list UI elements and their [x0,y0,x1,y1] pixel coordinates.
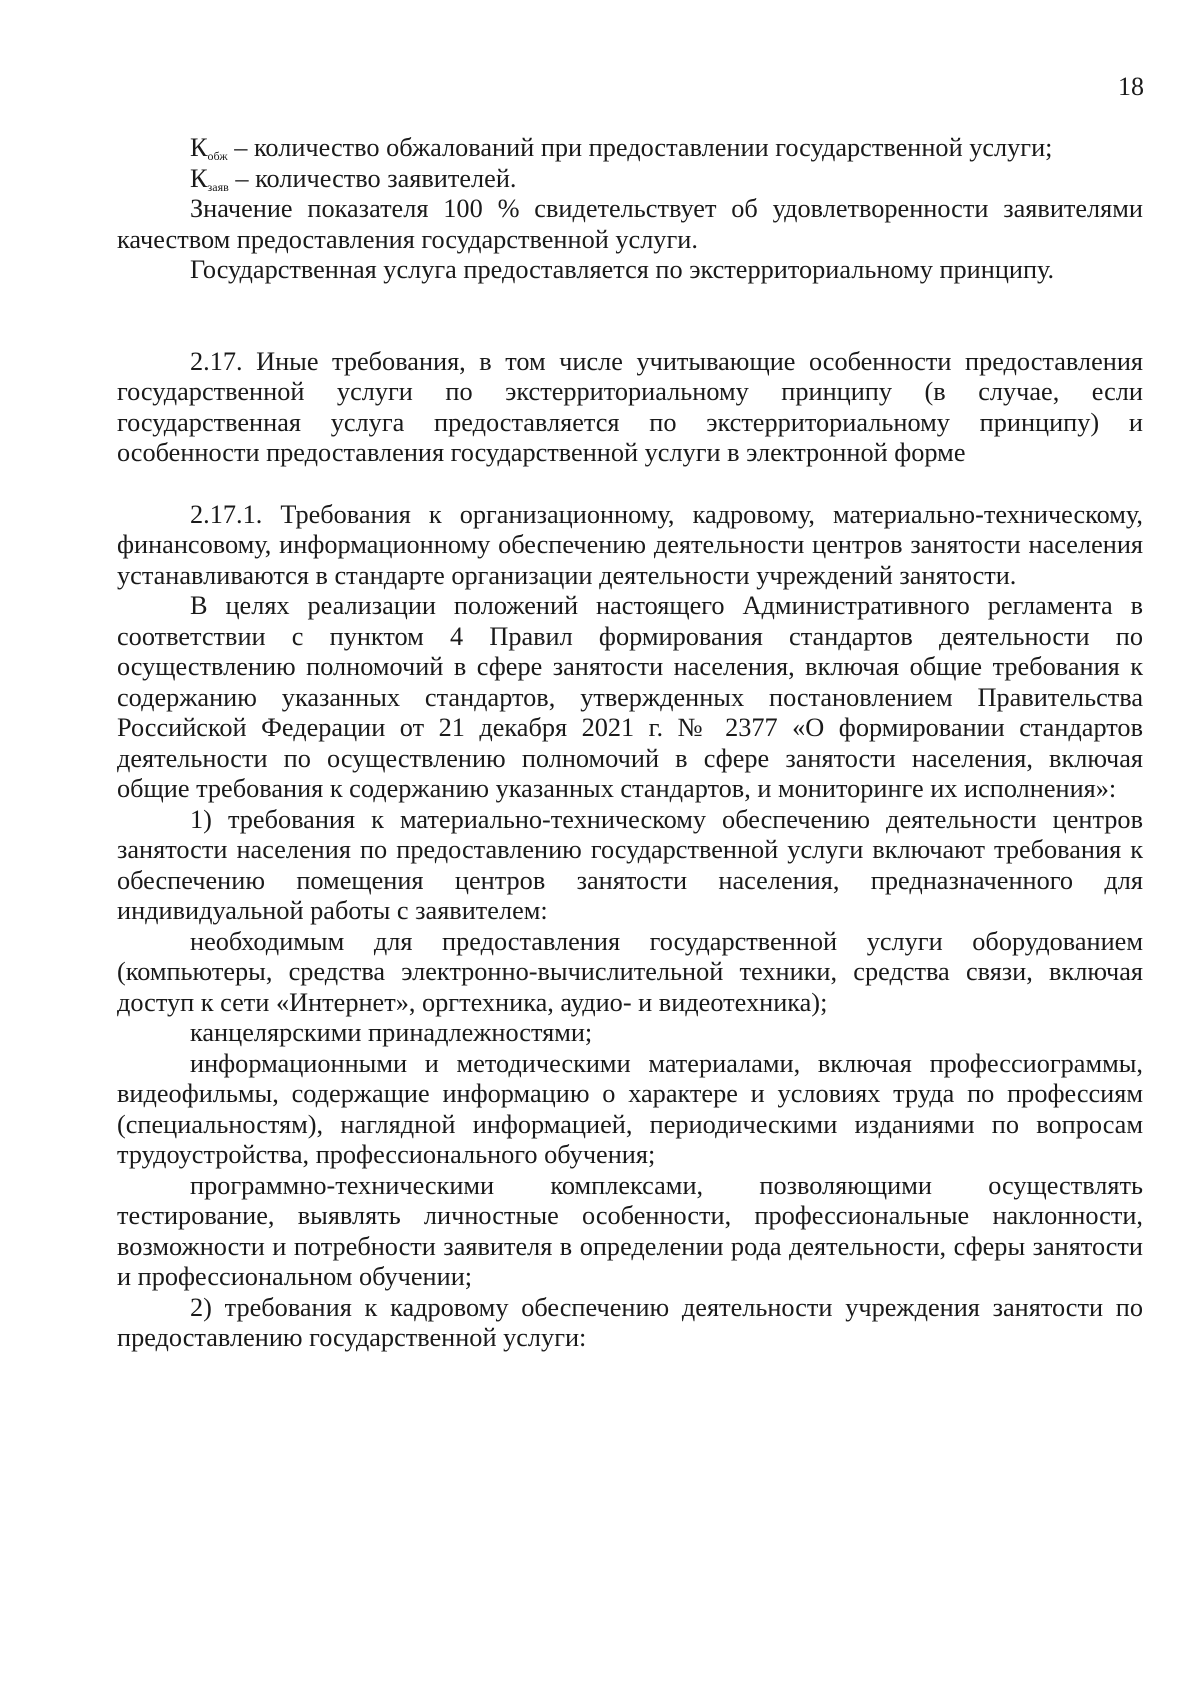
list-subitem-stationery: канцелярскими принадлежностями; [190,1018,593,1047]
formula-description: – количество заявителей. [228,163,517,193]
paragraph-indicator-value: Значение показателя 100 % свидетельствует об удовлетворенности заявителями качеством предоставления государственной услуги. [117,194,1143,254]
paragraph-goals: В целях реализации положений настоящего Административного регламента в соответствии с пунктом 4 Правил формирования стандартов деятельности по осуществлению полномочий в сфере занятости населения, включая общие требования к содержанию указанных стандартов, утвержденных постановлением Правительства Российской Федерации от 21 декабря 2021 г. № 2377 «О формировании стандартов деятельности по осуществлению полномочий в сфере занятости населения, включая общие требования к содержанию указанных стандартов, и мониторинге их исполнения»: [117,591,1143,803]
paragraph-2-17-1: 2.17.1. Требования к организационному, кадровому, материально-техническому, финансовому, информационному обеспечению деятельности центров занятости населения устанавливаются в стандарте организации деятельности учреждений занятости. [117,499,1143,590]
formula-symbol: К [190,163,208,193]
document-body [117,133,1143,1354]
section-heading-2-17: 2.17. Иные требования, в том числе учитывающие особенности предоставления государственной услуги по экстерриториальному принципу (в случае, если государственная услуга предоставляется по экстерриториальному принципу) и особенности предоставления государственной услуги в электронной форме [117,346,1143,467]
formula-symbol: К [190,133,208,162]
formula-description: – количество обжалований при предоставлении государственной услуги; [227,133,1053,162]
formula-subscript: заяв [207,179,229,194]
list-subitem-info-materials: информационными и методическими материалами, включая профессиограммы, видеофильмы, содержащие информацию о характере и условиях труда по профессиям (специальностям), наглядной информацией, периодическими изданиями по вопросам трудоустройства, профессионального обучения; [117,1048,1143,1169]
formula-legend-applicants [117,164,1143,195]
page-number: 18 [1118,72,1144,101]
formula-subscript: обж [207,149,228,163]
list-item-2: 2) требования к кадровому обеспечению деятельности учреждения занятости по предоставлению государственной услуги: [117,1292,1143,1352]
paragraph-extraterritorial: Государственная услуга предоставляется по экстерриториальному принципу. [190,255,1055,284]
formula-legend-complaints [117,133,1143,164]
list-item-1: 1) требования к материально-техническому обеспечению деятельности центров занятости населения по предоставлению государственной услуги включают требования к обеспечению помещения центров занятости населения, предназначенного для индивидуальной работы с заявителем: [117,804,1143,925]
list-subitem-software: программно-техническими комплексами, позволяющими осуществлять тестирование, выявлять личностные особенности, профессиональные наклонности, возможности и потребности заявителя в определении рода деятельности, сферы занятости и профессиональном обучении; [117,1170,1143,1291]
list-subitem-equipment: необходимым для предоставления государственной услуги оборудованием (компьютеры, средства электронно-вычислительной техники, средства связи, включая доступ к сети «Интернет», оргтехника, аудио- и видеотехника); [117,926,1143,1017]
